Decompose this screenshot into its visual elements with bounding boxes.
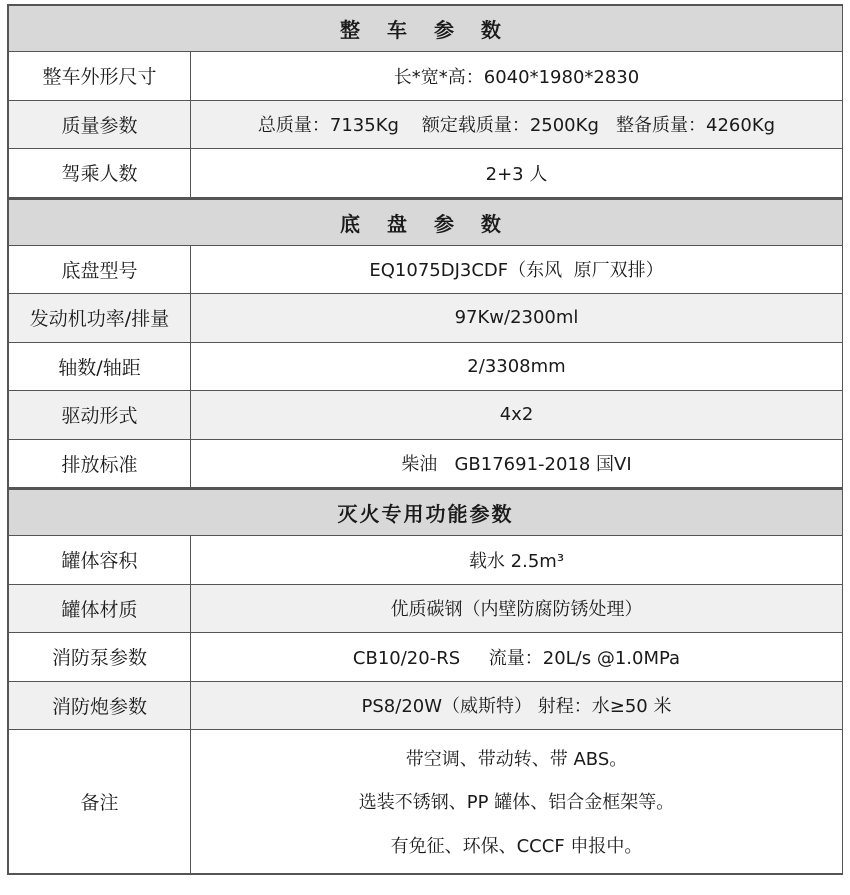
note-line: 带空调、带动转、带 ABS。 (405, 748, 628, 770)
row-label: 轴数/轴距 (9, 343, 191, 391)
row-label: 消防炮参数 (9, 682, 191, 730)
row-label: 罐体容积 (9, 536, 191, 584)
table-row (9, 633, 842, 682)
row-value: 2/3308mm (467, 355, 566, 377)
row-value: 97Kw/2300ml (191, 294, 842, 342)
row-label: 底盘型号 (9, 246, 191, 294)
row-value: 优质碳钢（内壁防腐防锈处理） (191, 585, 842, 633)
row-value: PS8/20W（威斯特） 射程：水≥50 米 (191, 682, 842, 730)
table-row (9, 585, 842, 634)
note-line: 有免征、环保、CCCF 申报中。 (390, 836, 643, 858)
table-row (9, 440, 842, 489)
row-label: 发动机功率/排量 (9, 294, 191, 342)
row-value: EQ1075DJ3CDF（东风 原厂双排） (369, 260, 664, 282)
spec-table (7, 4, 843, 875)
row-label: 整车外形尺寸 (9, 52, 191, 100)
table-row (9, 246, 842, 295)
row-label: 消防泵参数 (9, 633, 191, 681)
row-value: 总质量：7135Kg 额定载质量：2500Kg 整备质量：4260Kg (191, 101, 842, 149)
notes-label: 备注 (9, 730, 191, 873)
row-value: 长*宽*高：6040*1980*2830 (393, 66, 640, 88)
note-line: 选装不锈钢、PP 罐体、铝合金框架等。 (358, 792, 675, 814)
row-label: 质量参数 (9, 101, 191, 149)
table-row (9, 536, 842, 585)
table-row (9, 149, 842, 198)
notes-row (9, 730, 842, 875)
row-value: 柴油 GB17691-2018 国VI (401, 454, 632, 476)
row-value: CB10/20-RS 流量：20L/s @1.0MPa (352, 647, 681, 669)
section-title-firefighting: 灭火专用功能参数 (9, 488, 842, 536)
notes-lines (191, 730, 842, 873)
table-row (9, 101, 842, 150)
row-value: 2+3 人 (485, 163, 548, 185)
row-label: 驾乘人数 (9, 149, 191, 197)
table-row (9, 682, 842, 731)
row-label: 排放标准 (9, 440, 191, 488)
section-title-vehicle: 整 车 参 数 (9, 4, 842, 52)
table-row (9, 294, 842, 343)
row-value: 4x2 (191, 391, 842, 439)
row-label: 罐体材质 (9, 585, 191, 633)
table-row (9, 52, 842, 101)
table-row (9, 343, 842, 392)
table-row (9, 391, 842, 440)
row-label: 驱动形式 (9, 391, 191, 439)
section-title-chassis: 底 盘 参 数 (9, 198, 842, 246)
row-value: 载水 2.5m³ (468, 550, 565, 572)
